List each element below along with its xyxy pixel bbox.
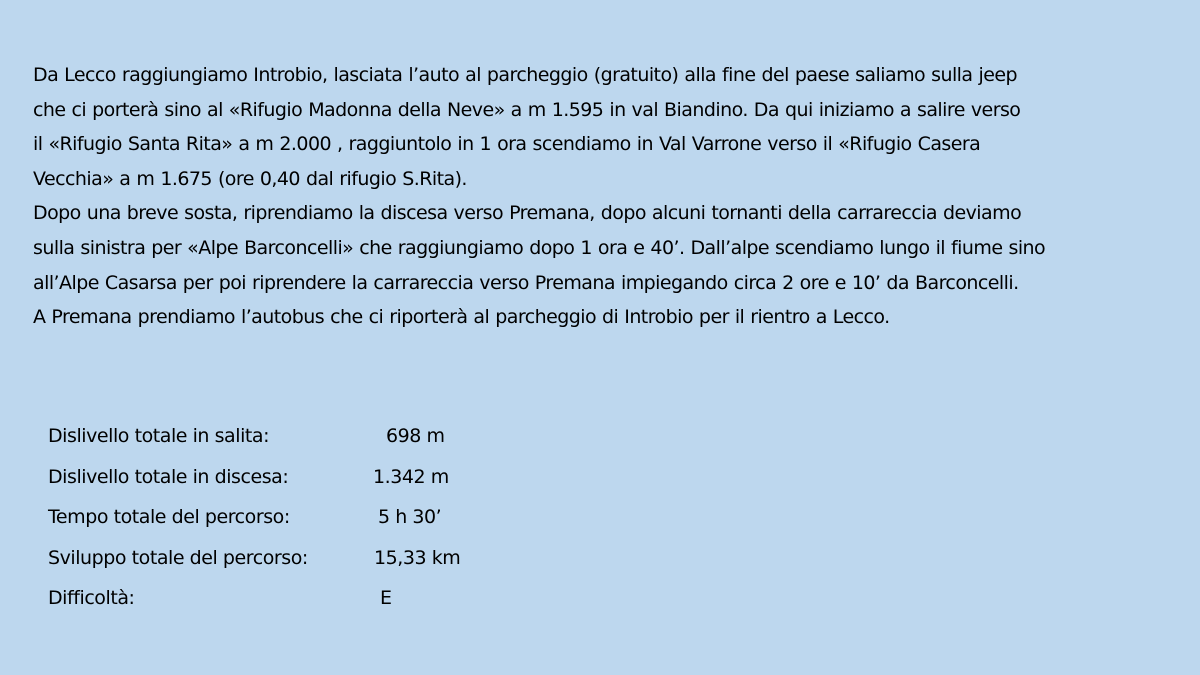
stat-label: Sviluppo totale del percorso: xyxy=(48,546,308,569)
stat-value: 698 m xyxy=(386,425,445,447)
description-line: il «Rifugio Santa Rita» a m 2.000 , raggiuntolo in 1 ora scendiamo in Val Varrone verso il «Rifugio Casera xyxy=(33,133,981,156)
stat-value: 1.342 m xyxy=(373,465,449,488)
description-line: all’Alpe Casarsa per poi riprendere la carrareccia verso Premana impiegando circa 2 ore e 10’ da Barconcelli. xyxy=(33,271,1019,294)
description-line: A Premana prendiamo l’autobus che ci riporterà al parcheggio di Introbio per il rientro a Lecco. xyxy=(33,306,890,329)
stat-label: Dislivello totale in discesa: xyxy=(48,465,289,488)
description-line: Dopo una breve sosta, riprendiamo la discesa verso Premana, dopo alcuni tornanti della carrareccia deviamo xyxy=(33,202,1022,225)
stat-value: 15,33 km xyxy=(374,546,461,569)
stat-label: Difficoltà: xyxy=(48,587,135,609)
stat-label: Tempo totale del percorso: xyxy=(48,506,290,528)
route-description xyxy=(33,58,1183,335)
stat-value: 5 h 30’ xyxy=(378,506,442,528)
description-line: sulla sinistra per «Alpe Barconcelli» che raggiungiamo dopo 1 ora e 40’. Dall’alpe scendiamo lungo il fiume sino xyxy=(33,236,1046,259)
description-line: Da Lecco raggiungiamo Introbio, lasciata l’auto al parcheggio (gratuito) alla fine del paese saliamo sulla jeep xyxy=(33,64,1018,86)
stat-label: Dislivello totale in salita: xyxy=(48,425,270,447)
description-line: Vecchia» a m 1.675 (ore 0,40 dal rifugio S.Rita). xyxy=(33,167,467,190)
stat-value: E xyxy=(380,587,392,609)
description-line: che ci porterà sino al «Rifugio Madonna della Neve» a m 1.595 in val Biandino. Da qui iniziamo a salire verso xyxy=(33,98,1021,121)
